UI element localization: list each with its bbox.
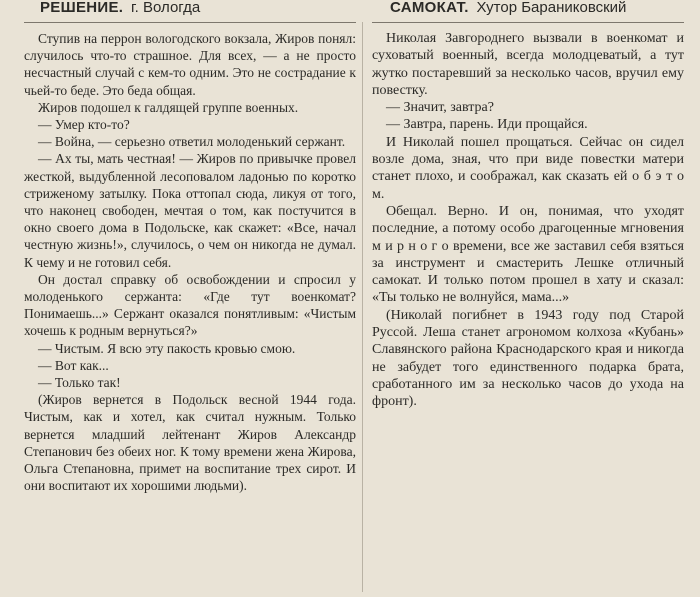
paragraph: — Значит, завтра?	[386, 100, 494, 116]
story-reshenie-body	[24, 30, 356, 494]
paragraph: — Завтра, парень. Иди прощайся.	[386, 117, 588, 133]
story-reshenie-title: РЕШЕНИЕ.	[40, 0, 124, 16]
heading-rule	[24, 22, 356, 23]
paragraph: Он достал справку об освобождении и спросил у молоденького сержанта: «Где тут военкомат? Понимаешь...» Сержант оказался понятливым: «Чистым хочешь к родным вернуться?»	[24, 271, 356, 339]
story-reshenie-heading	[40, 0, 356, 22]
paragraph: — Только так!	[38, 375, 121, 391]
paragraph: — Умер кто-то?	[38, 117, 130, 133]
paragraph: — Чистым. Я всю эту пакость кровью смою.	[38, 340, 296, 356]
paragraph: — Война, — серьезно ответил молоденький сержант.	[38, 134, 346, 150]
paragraph: Николая Завгороднего вызвали в военкомат и суховатый военный, всегда молодцеватый, а тут жутко постаревший за несколько часов, вручил ему повестку.	[372, 31, 684, 98]
paragraph: (Жиров вернется в Подольск весной 1944 года. Чистым, как и хотел, как считал нужным. Только вернется младший лейтенант Жиров Александр Степанович без обеих ног. К тому времени жена Жирова, Ольга Степановна, примет на воспитание трех сирот. И они воспитают их хорошими людьми).	[24, 392, 356, 494]
paragraph: Ступив на перрон вологодского вокзала, Жиров понял: случилось что-то страшное. Для всех, — а не просто несчастный случай с кем-то одним. Это не сострадание к чьей-то беде. Это беда общая.	[24, 31, 356, 98]
column-divider	[362, 22, 363, 592]
story-samokat-body	[372, 30, 684, 411]
story-samokat-heading	[390, 0, 684, 22]
story-samokat	[372, 0, 684, 411]
story-samokat-title: САМОКАТ.	[390, 0, 469, 16]
paragraph: И Николай пошел прощаться. Сейчас он сидел возле дома, зная, что при виде повестки матери станет плохо, и соображал, как сказать ей о б э т о м.	[372, 134, 684, 202]
heading-rule	[372, 22, 684, 23]
story-reshenie	[24, 0, 356, 494]
story-samokat-place: Хутор Бараниковский	[476, 0, 627, 16]
paragraph: Жиров подошел к галдящей группе военных.	[38, 99, 299, 115]
paragraph: (Николай погибнет в 1943 году под Старой Руссой. Леша станет агрономом колхоза «Кубань» Славянского района Краснодарского края и никогда не забудет того единственного подарка брата, сработанного им за несколько часов до ухода на фронт).	[372, 307, 684, 410]
paragraph: — Вот как...	[38, 357, 109, 373]
paragraph: Обещал. Верно. И он, понимая, что уходят последние, а потому особо драгоценные мгновения м и р н о г о времени, все же заставил себя взяться за инструмент и смастерить Лешке отличный самокат. И только потом прошел в хату и сказал: «Ты только не волнуйся, мама...»	[372, 203, 684, 306]
story-reshenie-place: г. Вологда	[131, 0, 201, 16]
paragraph: — Ах ты, мать честная! — Жиров по привычке провел жесткой, выдубленной лесоповалом ладонью по коротко стриженому затылку. Пока оттопал сюда, ликуя от того, что наконец свободен, мечтая о том, как постучится в окно своего дома в Подольске, как скажет: «Все, начал честную жизнь!», случилось, о чем он никогда не думал. К чему и не готовил себя.	[24, 151, 356, 270]
